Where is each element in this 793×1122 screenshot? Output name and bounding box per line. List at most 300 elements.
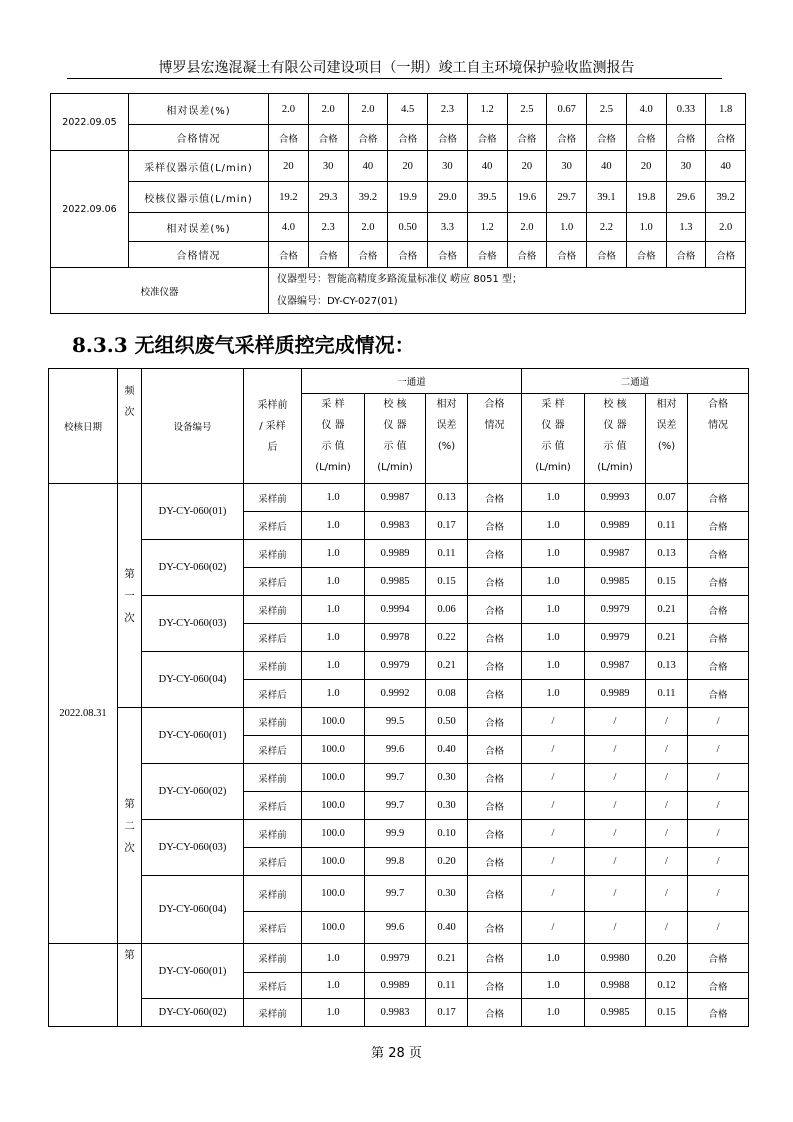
value-cell: 合格 <box>428 125 468 151</box>
value-cell: / <box>688 764 749 792</box>
value-cell: 合格 <box>348 242 388 268</box>
header-sample-value-line: 仪 器 <box>321 420 345 431</box>
value-cell: 0.07 <box>646 484 688 512</box>
value-cell: / <box>646 912 688 944</box>
value-cell: 30 <box>666 151 706 182</box>
value-cell: 1.0 <box>522 973 585 999</box>
value-cell: 合格 <box>666 242 706 268</box>
value-cell: 0.9987 <box>585 652 646 680</box>
value-cell: / <box>688 820 749 848</box>
value-cell: 100.0 <box>302 848 365 876</box>
value-cell: 0.30 <box>426 876 468 912</box>
page-number: 第 28 页 <box>371 1046 422 1061</box>
section-title: 8.3.3 无组织废气采样质控完成情况： <box>72 333 415 357</box>
value-cell: 0.13 <box>646 540 688 568</box>
device-id: DY-CY-060(04) <box>142 652 244 708</box>
value-cell: 29.0 <box>428 182 468 213</box>
frequency-cell-line: 二 <box>124 819 135 832</box>
value-cell: 2.0 <box>706 213 746 242</box>
value-cell: 1.0 <box>522 568 585 596</box>
value-cell: 19.9 <box>388 182 428 213</box>
value-cell: 1.8 <box>706 94 746 125</box>
phase-cell: 采样前 <box>244 484 302 512</box>
phase-cell: 采样后 <box>244 568 302 596</box>
header-relative-error <box>646 394 688 484</box>
value-cell: 39.2 <box>706 182 746 213</box>
value-cell: 1.0 <box>302 624 365 652</box>
value-cell: 合格 <box>468 764 522 792</box>
value-cell: 100.0 <box>302 764 365 792</box>
value-cell: 0.9978 <box>365 624 426 652</box>
value-cell: 合格 <box>468 999 522 1027</box>
value-cell: 合格 <box>269 242 309 268</box>
row-label: 合格情况 <box>129 242 269 268</box>
value-cell: 合格 <box>688 999 749 1027</box>
value-cell: 0.30 <box>426 792 468 820</box>
value-cell: 0.17 <box>426 512 468 540</box>
row-label: 合格情况 <box>129 125 269 151</box>
header-phase-line: 后 <box>267 441 278 453</box>
header-calib-value-line: 校 核 <box>603 399 627 410</box>
phase-cell: 采样前 <box>244 764 302 792</box>
value-cell: 0.40 <box>426 736 468 764</box>
value-cell: 0.9983 <box>365 999 426 1027</box>
header-calib-value-line: 示 值 <box>603 441 627 452</box>
value-cell: 1.0 <box>547 213 587 242</box>
value-cell: 0.9980 <box>585 944 646 973</box>
value-cell: 30 <box>547 151 587 182</box>
header-phase-line: 采样前 <box>257 399 288 411</box>
table-row <box>51 151 746 182</box>
phase-cell: 采样前 <box>244 876 302 912</box>
value-cell: 合格 <box>468 540 522 568</box>
phase-cell: 采样后 <box>244 512 302 540</box>
phase-cell: 采样后 <box>244 912 302 944</box>
value-cell: 1.3 <box>666 213 706 242</box>
value-cell: 0.9979 <box>365 652 426 680</box>
header-calib-value-line: 示 值 <box>383 441 407 452</box>
frequency-cell-line: 第 <box>124 567 135 580</box>
value-cell: 30 <box>428 151 468 182</box>
phase-cell: 采样前 <box>244 708 302 736</box>
header-pass-status-line: 合格 <box>708 399 729 410</box>
value-cell: 合格 <box>468 792 522 820</box>
date-cell: 2022.08.31 <box>49 484 118 944</box>
instrument-model: 仪器型号：智能高精度多路流量标准仪 崂应 8051 型； <box>277 273 522 285</box>
device-id: DY-CY-060(02) <box>142 540 244 596</box>
value-cell: 合格 <box>688 484 749 512</box>
table-row <box>49 820 749 848</box>
value-cell: 2.0 <box>507 213 547 242</box>
value-cell: 40 <box>706 151 746 182</box>
value-cell: 0.9979 <box>365 944 426 973</box>
value-cell: 0.11 <box>426 973 468 999</box>
value-cell: 合格 <box>468 484 522 512</box>
value-cell: 1.2 <box>467 213 507 242</box>
value-cell: 0.21 <box>426 652 468 680</box>
phase-cell: 采样后 <box>244 680 302 708</box>
value-cell: / <box>522 848 585 876</box>
value-cell: / <box>522 736 585 764</box>
header-row <box>49 369 749 394</box>
value-cell: 1.0 <box>302 944 365 973</box>
value-cell: 1.0 <box>522 999 585 1027</box>
value-cell: 合格 <box>308 242 348 268</box>
value-cell: 0.17 <box>426 999 468 1027</box>
frequency-cell <box>118 944 142 1027</box>
value-cell: 29.7 <box>547 182 587 213</box>
frequency-cell <box>118 708 142 944</box>
value-cell: 0.13 <box>426 484 468 512</box>
header-phase-line: / 采样 <box>259 420 286 432</box>
value-cell: 19.8 <box>626 182 666 213</box>
value-cell: 合格 <box>688 540 749 568</box>
phase-cell: 采样后 <box>244 848 302 876</box>
value-cell: 1.0 <box>302 999 365 1027</box>
value-cell: 20 <box>388 151 428 182</box>
value-cell: 0.9988 <box>585 973 646 999</box>
header-sample-value <box>302 394 365 484</box>
value-cell: 0.9985 <box>365 568 426 596</box>
value-cell: / <box>688 736 749 764</box>
value-cell: / <box>585 912 646 944</box>
value-cell: 0.08 <box>426 680 468 708</box>
header-calib-value-line: (L/min) <box>597 462 633 473</box>
device-id: DY-CY-060(01) <box>142 708 244 764</box>
value-cell: 2.5 <box>587 94 627 125</box>
table-row <box>51 268 746 314</box>
value-cell: 4.0 <box>269 213 309 242</box>
value-cell: 99.6 <box>365 912 426 944</box>
value-cell: 2.0 <box>269 94 309 125</box>
header-calib-value-line: 校 核 <box>383 399 407 410</box>
header-frequency-line: 次 <box>124 407 135 418</box>
value-cell: 合格 <box>688 624 749 652</box>
header-pass-status <box>468 394 522 484</box>
row-label: 采样仪器示值(L/min) <box>129 151 269 182</box>
value-cell: 0.40 <box>426 912 468 944</box>
value-cell: 0.9989 <box>585 680 646 708</box>
header-sample-value-line: 采 样 <box>321 399 345 410</box>
header-relative-error <box>426 394 468 484</box>
value-cell: / <box>646 820 688 848</box>
value-cell: 1.0 <box>302 540 365 568</box>
value-cell: 0.22 <box>426 624 468 652</box>
value-cell: 1.0 <box>302 568 365 596</box>
frequency-cell-line: 一 <box>124 589 135 602</box>
phase-cell: 采样后 <box>244 792 302 820</box>
table-row <box>49 540 749 568</box>
value-cell: 0.20 <box>426 848 468 876</box>
table-row <box>51 94 746 125</box>
device-id: DY-CY-060(04) <box>142 876 244 944</box>
value-cell: 100.0 <box>302 736 365 764</box>
value-cell: 合格 <box>626 242 666 268</box>
header-sample-value-line: 采 样 <box>541 399 565 410</box>
value-cell: 合格 <box>269 125 309 151</box>
header-sample-value-line: 示 值 <box>541 441 565 452</box>
header-relative-error-line: (%) <box>657 441 676 452</box>
value-cell: 合格 <box>507 242 547 268</box>
header-divider <box>67 78 722 79</box>
header-calib-value <box>585 394 646 484</box>
row-label: 校核仪器示值(L/min) <box>129 182 269 213</box>
table-row <box>49 764 749 792</box>
value-cell: 合格 <box>468 680 522 708</box>
value-cell: 1.0 <box>522 540 585 568</box>
value-cell: 100.0 <box>302 708 365 736</box>
value-cell: 合格 <box>706 242 746 268</box>
value-cell: 0.50 <box>388 213 428 242</box>
value-cell: 合格 <box>587 242 627 268</box>
phase-cell: 采样前 <box>244 596 302 624</box>
header-sample-value-line: (L/min) <box>315 462 351 473</box>
value-cell: 99.9 <box>365 820 426 848</box>
table-row <box>51 125 746 151</box>
value-cell: 0.9989 <box>365 540 426 568</box>
value-cell: 99.5 <box>365 708 426 736</box>
value-cell: 0.11 <box>646 680 688 708</box>
value-cell: 合格 <box>468 568 522 596</box>
header-date: 校核日期 <box>49 369 118 484</box>
value-cell: 0.9979 <box>585 596 646 624</box>
value-cell: 合格 <box>468 876 522 912</box>
phase-cell: 采样前 <box>244 999 302 1027</box>
value-cell: 合格 <box>348 125 388 151</box>
value-cell: 2.0 <box>348 94 388 125</box>
frequency-cell <box>118 484 142 708</box>
value-cell: / <box>585 736 646 764</box>
header-relative-error-line: 误差 <box>436 420 457 431</box>
value-cell: / <box>646 708 688 736</box>
header-relative-error-line: 相对 <box>656 399 677 410</box>
value-cell: 29.6 <box>666 182 706 213</box>
value-cell: 合格 <box>688 652 749 680</box>
value-cell: / <box>646 736 688 764</box>
value-cell: 合格 <box>587 125 627 151</box>
table-row <box>51 213 746 242</box>
phase-cell: 采样后 <box>244 736 302 764</box>
header-sample-value-line: (L/min) <box>535 462 571 473</box>
value-cell: 99.7 <box>365 876 426 912</box>
instrument-label: 校准仪器 <box>51 268 269 314</box>
value-cell: 0.9989 <box>585 512 646 540</box>
value-cell: 合格 <box>547 242 587 268</box>
value-cell: 合格 <box>468 624 522 652</box>
value-cell: 合格 <box>468 820 522 848</box>
value-cell: 合格 <box>507 125 547 151</box>
table-row <box>49 708 749 736</box>
value-cell: / <box>585 792 646 820</box>
value-cell: / <box>585 876 646 912</box>
value-cell: 99.6 <box>365 736 426 764</box>
value-cell: 19.6 <box>507 182 547 213</box>
value-cell: 100.0 <box>302 792 365 820</box>
value-cell: 合格 <box>468 944 522 973</box>
value-cell: 39.2 <box>348 182 388 213</box>
phase-cell: 采样前 <box>244 652 302 680</box>
value-cell: 1.0 <box>302 680 365 708</box>
value-cell: 0.10 <box>426 820 468 848</box>
header-relative-error-line: (%) <box>437 441 456 452</box>
value-cell: 40 <box>467 151 507 182</box>
value-cell: 0.9994 <box>365 596 426 624</box>
value-cell: 0.12 <box>646 973 688 999</box>
frequency-cell-line: 次 <box>124 841 135 854</box>
header-frequency-line: 频 <box>124 386 135 397</box>
value-cell: 0.15 <box>646 568 688 596</box>
value-cell: 1.0 <box>302 484 365 512</box>
value-cell: 99.8 <box>365 848 426 876</box>
value-cell: 40 <box>348 151 388 182</box>
value-cell: 100.0 <box>302 912 365 944</box>
table-row <box>49 484 749 512</box>
phase-cell: 采样前 <box>244 540 302 568</box>
frequency-cell-line: 次 <box>124 611 135 624</box>
value-cell: 合格 <box>468 736 522 764</box>
value-cell: / <box>522 876 585 912</box>
value-cell: 1.2 <box>467 94 507 125</box>
header-channel-1: 一通道 <box>302 369 522 394</box>
phase-cell: 采样后 <box>244 624 302 652</box>
value-cell: / <box>522 708 585 736</box>
value-cell: 合格 <box>666 125 706 151</box>
value-cell: 100.0 <box>302 820 365 848</box>
value-cell: 合格 <box>428 242 468 268</box>
header-pass-status-line: 合格 <box>484 399 505 410</box>
value-cell: 3.3 <box>428 213 468 242</box>
value-cell: 0.20 <box>646 944 688 973</box>
value-cell: 0.9979 <box>585 624 646 652</box>
header-sample-value-line: 仪 器 <box>541 420 565 431</box>
phase-cell: 采样后 <box>244 973 302 999</box>
value-cell: / <box>688 876 749 912</box>
value-cell: / <box>646 764 688 792</box>
phase-cell: 采样前 <box>244 944 302 973</box>
instrument-info <box>269 268 746 314</box>
value-cell: / <box>646 792 688 820</box>
value-cell: 0.9987 <box>365 484 426 512</box>
header-phase <box>244 369 302 484</box>
header-pass-status-line: 情况 <box>708 420 729 431</box>
device-id: DY-CY-060(01) <box>142 484 244 540</box>
value-cell: 0.21 <box>426 944 468 973</box>
table-row <box>51 242 746 268</box>
value-cell: 1.0 <box>522 652 585 680</box>
value-cell: 99.7 <box>365 792 426 820</box>
value-cell: 合格 <box>388 242 428 268</box>
value-cell: 合格 <box>467 125 507 151</box>
value-cell: 20 <box>269 151 309 182</box>
value-cell: 19.2 <box>269 182 309 213</box>
value-cell: 1.0 <box>522 512 585 540</box>
value-cell: 40 <box>587 151 627 182</box>
value-cell: 0.67 <box>547 94 587 125</box>
header-relative-error-line: 相对 <box>436 399 457 410</box>
value-cell: 0.21 <box>646 596 688 624</box>
calibration-table-continued <box>50 93 746 314</box>
value-cell: 0.9989 <box>365 973 426 999</box>
value-cell: 0.11 <box>646 512 688 540</box>
value-cell: 30 <box>308 151 348 182</box>
value-cell: 0.06 <box>426 596 468 624</box>
instrument-id: 仪器编号：DY-CY-027(01) <box>277 295 398 307</box>
value-cell: 2.0 <box>348 213 388 242</box>
value-cell: 1.0 <box>302 596 365 624</box>
value-cell: / <box>646 876 688 912</box>
value-cell: 20 <box>626 151 666 182</box>
value-cell: / <box>522 764 585 792</box>
value-cell: 合格 <box>706 125 746 151</box>
value-cell: / <box>585 848 646 876</box>
date-cell: 2022.09.06 <box>51 151 129 268</box>
device-id: DY-CY-060(03) <box>142 820 244 876</box>
value-cell: 0.15 <box>646 999 688 1027</box>
row-label: 相对误差(%) <box>129 94 269 125</box>
header-sample-value-line: 示 值 <box>321 441 345 452</box>
value-cell: 合格 <box>688 973 749 999</box>
value-cell: 合格 <box>468 652 522 680</box>
value-cell: 合格 <box>626 125 666 151</box>
value-cell: 合格 <box>468 708 522 736</box>
value-cell: 0.9983 <box>365 512 426 540</box>
value-cell: 0.30 <box>426 764 468 792</box>
value-cell: / <box>585 764 646 792</box>
header-channel-2: 二通道 <box>522 369 749 394</box>
header-device: 设备编号 <box>142 369 244 484</box>
value-cell: 合格 <box>388 125 428 151</box>
value-cell: / <box>688 708 749 736</box>
value-cell: 0.33 <box>666 94 706 125</box>
value-cell: 2.2 <box>587 213 627 242</box>
value-cell: / <box>522 912 585 944</box>
table-row <box>51 182 746 213</box>
value-cell: 39.1 <box>587 182 627 213</box>
value-cell: / <box>522 792 585 820</box>
value-cell: 0.9993 <box>585 484 646 512</box>
header-sample-value <box>522 394 585 484</box>
value-cell: / <box>688 912 749 944</box>
value-cell: 2.0 <box>308 94 348 125</box>
value-cell: 1.0 <box>302 652 365 680</box>
value-cell: / <box>688 848 749 876</box>
value-cell: 100.0 <box>302 876 365 912</box>
table-row <box>49 876 749 912</box>
header-frequency <box>118 369 142 484</box>
value-cell: 1.0 <box>522 624 585 652</box>
value-cell: 20 <box>507 151 547 182</box>
value-cell: / <box>688 792 749 820</box>
value-cell: 合格 <box>468 512 522 540</box>
value-cell: 4.0 <box>626 94 666 125</box>
frequency-cell-line: 第 <box>124 949 135 961</box>
value-cell: 合格 <box>688 568 749 596</box>
value-cell: 39.5 <box>467 182 507 213</box>
row-label: 相对误差(%) <box>129 213 269 242</box>
header-calib-value <box>365 394 426 484</box>
value-cell: 合格 <box>308 125 348 151</box>
value-cell: 2.3 <box>308 213 348 242</box>
value-cell: / <box>522 820 585 848</box>
value-cell: 2.3 <box>428 94 468 125</box>
value-cell: 1.0 <box>522 680 585 708</box>
value-cell: 1.0 <box>522 484 585 512</box>
value-cell: 1.0 <box>626 213 666 242</box>
device-id: DY-CY-060(01) <box>142 944 244 999</box>
value-cell: 0.9987 <box>585 540 646 568</box>
report-header-title: 博罗县宏逸混凝土有限公司建设项目（一期）竣工自主环境保护验收监测报告 <box>158 60 635 76</box>
value-cell: 0.50 <box>426 708 468 736</box>
